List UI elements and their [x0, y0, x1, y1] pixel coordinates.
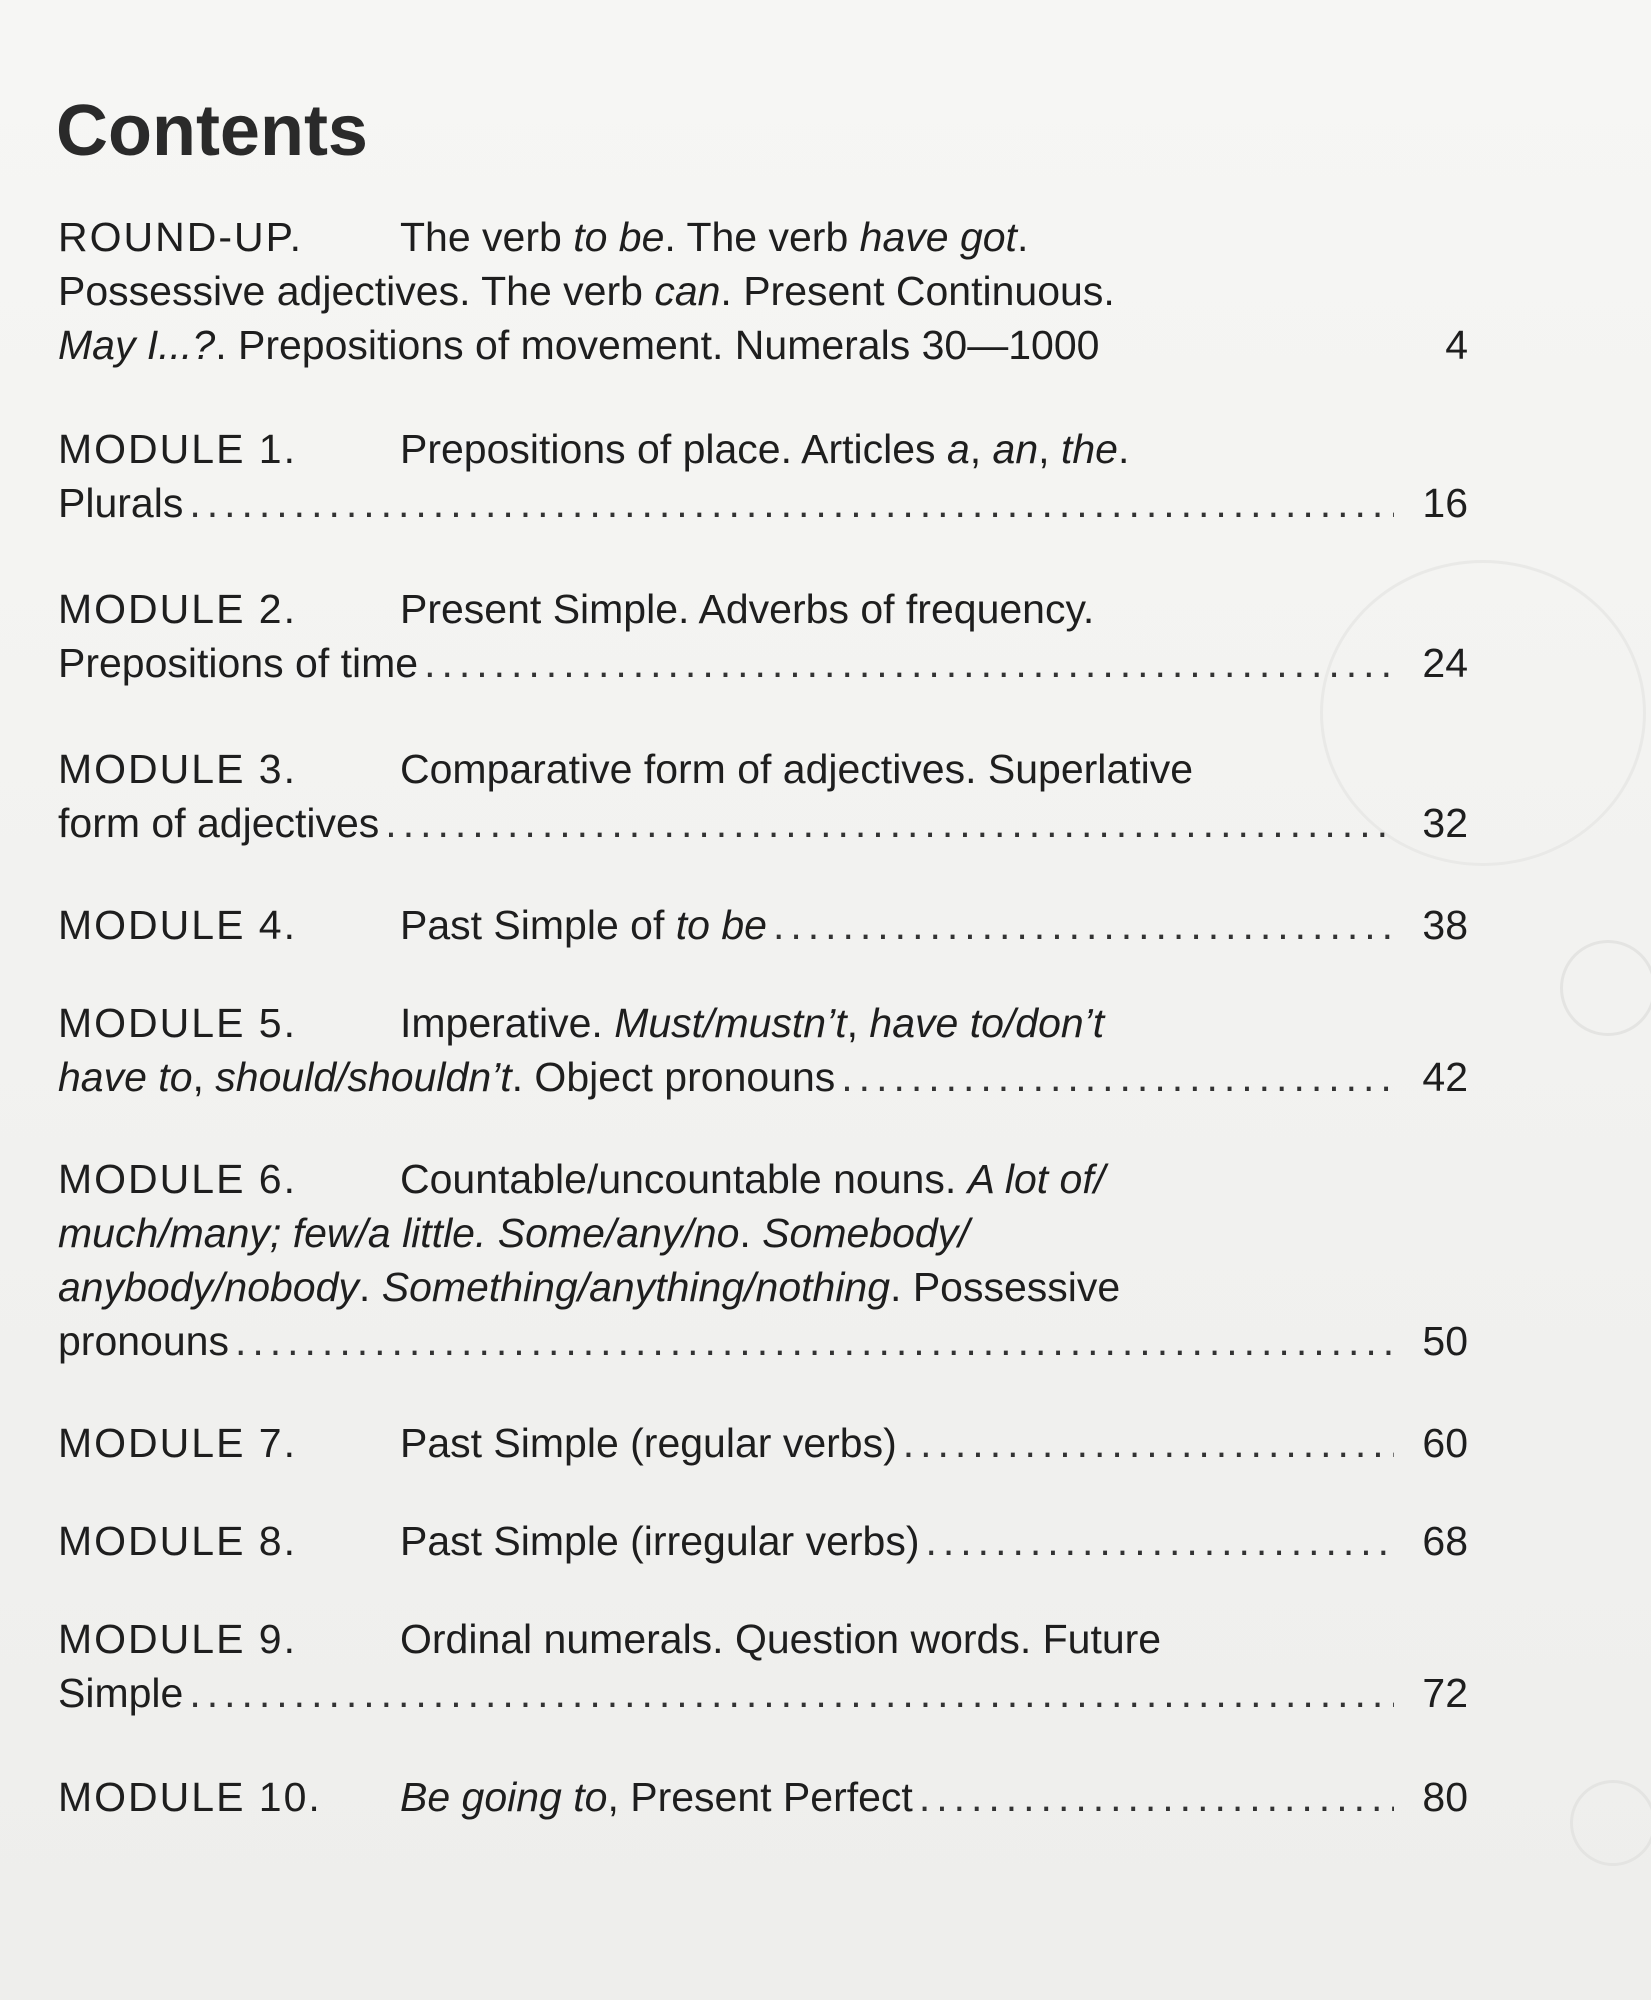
text-segment: . Object pronouns	[511, 1054, 836, 1100]
text-segment: . The verb	[664, 214, 860, 260]
toc-entry-line	[58, 1314, 1468, 1368]
italic-term: anybody/nobody	[58, 1264, 359, 1310]
toc-entry-line	[58, 898, 1468, 952]
toc-page-number[interactable]: 4	[1445, 322, 1468, 368]
toc-entry-line	[58, 996, 1468, 1050]
toc-entry-round-up[interactable]	[58, 210, 1468, 372]
dot-leader	[189, 1666, 1394, 1720]
dot-leader	[919, 1770, 1394, 1824]
text-segment: Prepositions of place. Articles	[400, 426, 947, 472]
toc-entry-module-4[interactable]	[58, 898, 1468, 952]
toc-entry-text	[400, 1514, 920, 1568]
toc-entry-line	[58, 210, 1468, 264]
toc-entry-text	[58, 1050, 835, 1104]
toc-entry-line	[58, 1050, 1468, 1104]
dot-leader	[235, 1314, 1394, 1368]
toc-entry-module-6[interactable]	[58, 1152, 1468, 1368]
text-segment: .	[739, 1210, 763, 1256]
toc-entry-line	[58, 476, 1468, 530]
toc-page-number[interactable]: 24	[1422, 640, 1468, 686]
toc-page-number[interactable]: 72	[1422, 1670, 1468, 1716]
text-segment: Past Simple (regular verbs)	[400, 1420, 897, 1466]
toc-entry-text	[400, 210, 1028, 264]
text-segment: The verb	[400, 214, 574, 260]
toc-entry-line	[58, 1612, 1468, 1666]
text-segment: Countable/uncountable nouns.	[400, 1156, 968, 1202]
text-segment: ,	[969, 426, 993, 472]
dot-leader	[773, 898, 1394, 952]
toc-entry-text	[400, 422, 1129, 476]
dot-leader	[903, 1416, 1394, 1470]
toc-entry-text	[400, 898, 767, 952]
toc-entry-text	[58, 1206, 970, 1260]
toc-entry-line	[58, 636, 1468, 690]
text-segment: Simple	[58, 1670, 184, 1716]
text-segment: Past Simple of	[400, 902, 676, 948]
toc-page-number[interactable]: 50	[1422, 1318, 1468, 1364]
italic-term: can	[654, 268, 721, 314]
dot-leader	[926, 1514, 1395, 1568]
toc-entry-module-9[interactable]	[58, 1612, 1468, 1720]
toc-entry-text	[400, 742, 1193, 796]
toc-entry-line	[58, 1260, 1468, 1314]
toc-entry-module-10[interactable]	[58, 1770, 1468, 1824]
toc-entry-text	[400, 1152, 1105, 1206]
toc-entry-text	[400, 1416, 897, 1470]
toc-entry-label: ROUND-UP.	[58, 214, 304, 260]
italic-term: have to	[58, 1054, 193, 1100]
text-segment: ,	[192, 1054, 216, 1100]
italic-term: a	[946, 426, 970, 472]
italic-term: A lot of/	[967, 1156, 1106, 1202]
toc-entry-line	[58, 1514, 1468, 1568]
bleed-through-circle	[1560, 940, 1651, 1036]
toc-entry-label: MODULE 7.	[58, 1420, 297, 1466]
italic-term: Must/mustn’t	[614, 1000, 847, 1046]
toc-entry-module-1[interactable]	[58, 422, 1468, 530]
text-segment: Imperative.	[400, 1000, 615, 1046]
toc-entry-line	[58, 264, 1468, 318]
text-segment: Prepositions of time	[58, 640, 419, 686]
italic-term: should/shouldn’t	[215, 1054, 512, 1100]
table-of-contents	[58, 210, 1468, 1824]
toc-entry-text	[58, 796, 379, 850]
text-segment: form of adjectives	[58, 800, 380, 846]
toc-entry-line	[58, 1770, 1468, 1824]
toc-page-number[interactable]: 16	[1422, 480, 1468, 526]
toc-entry-line	[58, 422, 1468, 476]
toc-entry-text	[400, 582, 1094, 636]
text-segment: , Present Perfect	[607, 1774, 913, 1820]
toc-entry-line	[58, 318, 1468, 372]
toc-page-number[interactable]: 38	[1422, 902, 1468, 948]
page-title: Contents	[56, 91, 368, 171]
toc-entry-line	[58, 582, 1468, 636]
toc-entry-label: MODULE 6.	[58, 1156, 297, 1202]
text-segment: Comparative form of adjectives. Superlative	[400, 746, 1194, 792]
toc-entry-text	[58, 476, 183, 530]
toc-page-number[interactable]: 68	[1422, 1518, 1468, 1564]
italic-term: to be	[675, 902, 767, 948]
toc-entry-label: MODULE 4.	[58, 902, 297, 948]
italic-term: much/many; few/a little. Some/any/no	[58, 1210, 740, 1256]
italic-term: Somebody/	[762, 1210, 970, 1256]
toc-entry-text	[58, 1314, 229, 1368]
text-segment: ,	[846, 1000, 870, 1046]
dot-leader	[841, 1050, 1394, 1104]
italic-term: Something/anything/nothing	[381, 1264, 891, 1310]
italic-term: to be	[573, 214, 665, 260]
toc-entry-line	[58, 742, 1468, 796]
toc-entry-label: MODULE 10.	[58, 1774, 322, 1820]
toc-entry-text	[400, 996, 1104, 1050]
toc-entry-label: MODULE 1.	[58, 426, 297, 472]
text-segment: pronouns	[58, 1318, 229, 1364]
toc-entry-label: MODULE 8.	[58, 1518, 297, 1564]
italic-term: have got	[859, 214, 1017, 260]
toc-entry-line	[58, 796, 1468, 850]
toc-entry-label: MODULE 5.	[58, 1000, 297, 1046]
italic-term: have to/don’t	[869, 1000, 1105, 1046]
text-segment: . Present Continuous.	[720, 268, 1115, 314]
toc-entry-text	[58, 636, 418, 690]
toc-entry-text	[58, 264, 1115, 318]
toc-entry-text	[58, 1666, 183, 1720]
text-segment: Present Simple. Adverbs of frequency.	[400, 586, 1095, 632]
italic-term: the	[1060, 426, 1118, 472]
toc-entry-line	[58, 1416, 1468, 1470]
text-segment: .	[358, 1264, 382, 1310]
toc-entry-text	[400, 1770, 913, 1824]
italic-term: May I...?	[58, 322, 216, 368]
toc-entry-line	[58, 1666, 1468, 1720]
text-segment: . Possessive	[890, 1264, 1121, 1310]
toc-entry-label: MODULE 2.	[58, 586, 297, 632]
toc-entry-module-7[interactable]	[58, 1416, 1468, 1470]
toc-entry-label: MODULE 3.	[58, 746, 297, 792]
toc-page-number[interactable]: 60	[1422, 1420, 1468, 1466]
toc-entry-module-8[interactable]	[58, 1514, 1468, 1568]
text-segment: Possessive adjectives. The verb	[58, 268, 655, 314]
toc-entry-module-3[interactable]	[58, 742, 1468, 850]
toc-page-number[interactable]: 42	[1422, 1054, 1468, 1100]
text-segment: Ordinal numerals. Question words. Future	[400, 1616, 1162, 1662]
toc-entry-text	[58, 318, 1099, 372]
dot-leader	[189, 476, 1394, 530]
toc-entry-text	[400, 1612, 1161, 1666]
text-segment: .	[1016, 214, 1029, 260]
text-segment: . Prepositions of movement. Numerals 30—1000	[215, 322, 1100, 368]
italic-term: an	[992, 426, 1039, 472]
toc-entry-label: MODULE 9.	[58, 1616, 297, 1662]
toc-entry-text	[58, 1260, 1120, 1314]
dot-leader	[385, 796, 1394, 850]
toc-entry-line	[58, 1206, 1468, 1260]
toc-page-number[interactable]: 32	[1422, 800, 1468, 846]
text-segment: Plurals	[58, 480, 184, 526]
toc-entry-line	[58, 1152, 1468, 1206]
bleed-through-decoration	[1601, 80, 1611, 127]
text-segment: Past Simple (irregular verbs)	[400, 1518, 920, 1564]
toc-entry-module-2[interactable]	[58, 582, 1468, 690]
bleed-through-circle	[1570, 1780, 1651, 1866]
toc-page-number[interactable]: 80	[1422, 1774, 1468, 1820]
italic-term: Be going to	[400, 1774, 608, 1820]
text-segment: ,	[1038, 426, 1061, 472]
toc-entry-module-5[interactable]	[58, 996, 1468, 1104]
dot-leader	[424, 636, 1394, 690]
text-segment: .	[1117, 426, 1130, 472]
